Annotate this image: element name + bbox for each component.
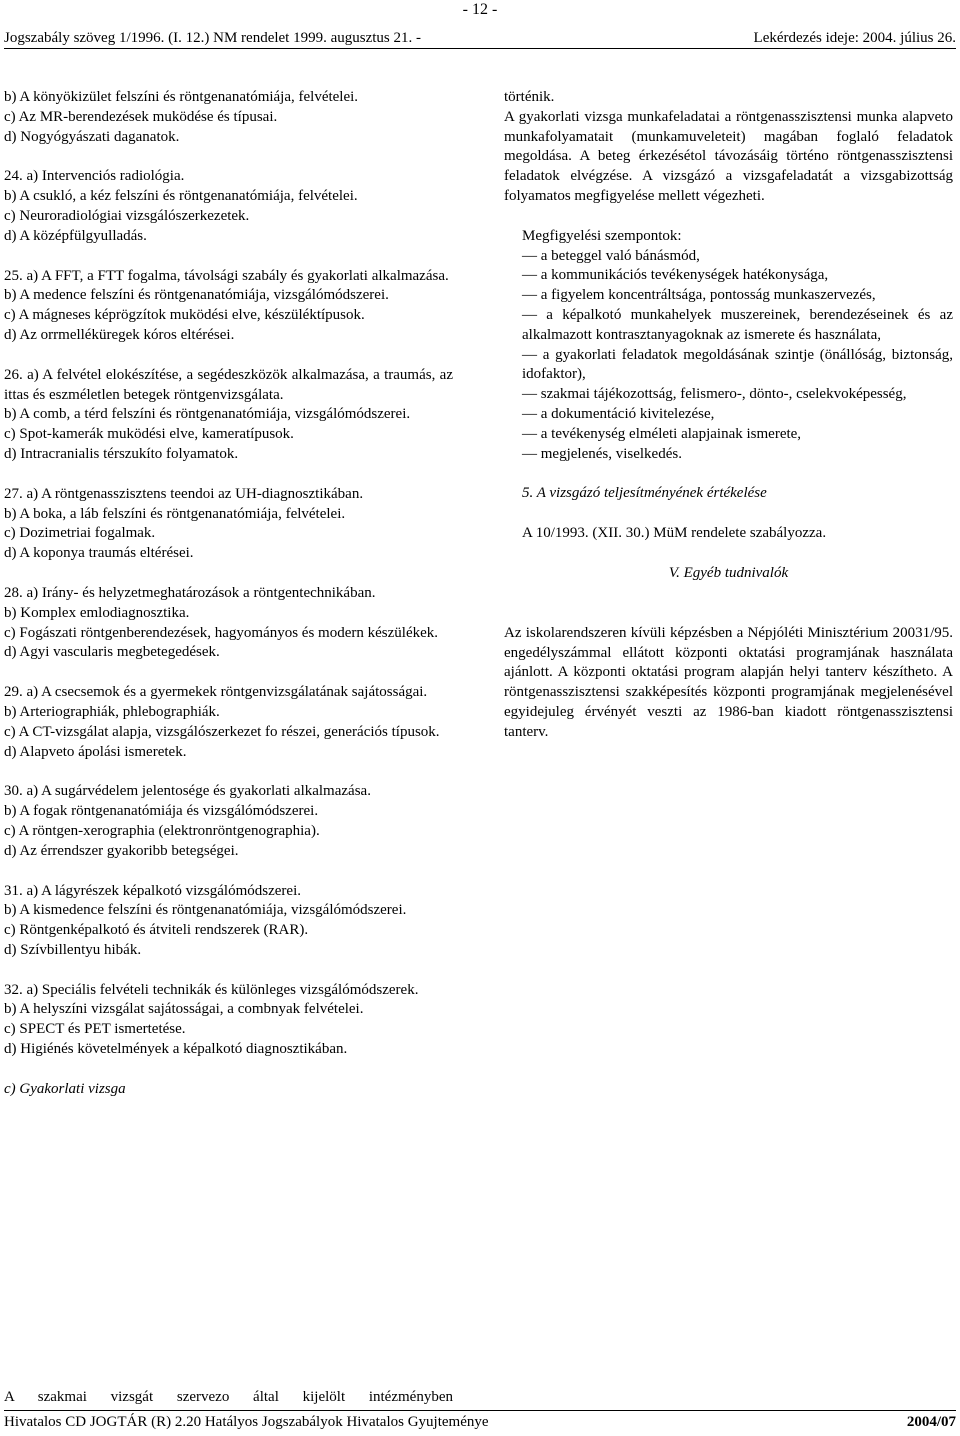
exam-topic-line: c) Röntgenképalkotó és átviteli rendszerek (RAR). <box>4 922 309 939</box>
list-item: — a dokumentáció kivitelezése, <box>522 405 715 422</box>
paragraph-gap <box>4 465 453 485</box>
list-item: — szakmai tájékozottság, felismero-, dönto-, cselekvoképesség, <box>522 386 907 403</box>
paragraph-gap <box>4 147 453 167</box>
exam-topic-line: 31. a) A lágyrészek képalkotó vizsgálómódszerei. <box>4 882 301 899</box>
left-column-continuation: A szakmai vizsgát szervezo által kijelölt intézményben <box>4 1389 453 1405</box>
paragraph-gap <box>504 604 953 624</box>
footer-left-text: Hivatalos CD JOGTÁR (R) 2.20 Hatályos Jogszabályok Hivatalos Gyujteménye <box>4 1414 489 1430</box>
exam-topic-paragraph: b) A kismedence felszíni és röntgenanatómiája, vizsgálómódszerei. <box>4 902 407 919</box>
exam-topic-paragraph: b) A medence felszíni és röntgenanatómiája, vizsgálómódszerei. <box>4 287 389 304</box>
exam-topic-line: d) Szívbillentyu hibák. <box>4 941 142 958</box>
exam-topic-line: d) A középfülgyulladás. <box>4 227 147 244</box>
page-number: - 12 - <box>462 1 498 18</box>
exam-topic-line: d) Az orrmelléküregek kóros eltérései. <box>4 326 235 343</box>
exam-topic-line: c) Neuroradiológiai vizsgálószerkezetek. <box>4 207 250 224</box>
exam-topic-line: b) A csukló, a kéz felszíni és röntgenanatómiája, felvételei. <box>4 188 358 205</box>
exam-topic-line: d) Alapveto ápolási ismeretek. <box>4 743 187 760</box>
paragraph-gap <box>4 762 453 782</box>
exam-topic-paragraph: c) A mágneses képrögzítok muködési elve, készüléktípusok. <box>4 307 365 324</box>
exam-topic-line: b) A könyökizület felszíni és röntgenanatómiája, felvételei. <box>4 89 359 105</box>
exam-topic-paragraph: c) Fogászati röntgenberendezések, hagyományos és modern készülékek. <box>4 624 439 641</box>
exam-topic-paragraph: b) A helyszíni vizsgálat sajátosságai, a combnyak felvételei. <box>4 1001 364 1018</box>
list-item: — a kommunikációs tevékenységek hatékonysága, <box>522 267 829 284</box>
exam-topic-line: c) A röntgen-xerographia (elektronröntgenographia). <box>4 822 320 839</box>
exam-topic-line: b) A boka, a láb felszíni és röntgenanatómiája, felvételei. <box>4 505 346 522</box>
paragraph-gap <box>504 544 953 564</box>
exam-topic-line: 24. a) Intervenciós radiológia. <box>4 168 185 185</box>
left-column <box>4 88 453 1100</box>
exam-topic-line: d) Az érrendszer gyakoribb betegségei. <box>4 842 239 859</box>
list-item: — megjelenés, viselkedés. <box>522 445 682 462</box>
list-item: — a figyelem koncentráltsága, pontosság munkaszervezés, <box>522 287 876 304</box>
list-item: — a képalkotó munkahelyek muszereinek, berendezéseinek és az alkalmazott kontrasztanyagoknak az ismerete és használata, <box>522 306 953 343</box>
paragraph-gap <box>4 862 453 882</box>
exam-topic-paragraph: 29. a) A csecsemok és a gyermekek röntgenvizsgálatának sajátosságai. <box>4 684 428 701</box>
section-heading: V. Egyéb tudnivalók <box>668 564 789 581</box>
exam-topic-paragraph: 27. a) A röntgenasszisztens teendoi az UH-diagnosztikában. <box>4 485 364 502</box>
exam-topic-line: d) Agyi vascularis megbetegedések. <box>4 644 220 661</box>
exam-topic-paragraph: Az iskolarendszeren kívüli képzésben a Népjóléti Minisztérium 20031/95. engedélyszámmal ellátott központi oktatási programjának használata ajánlott. A központi oktatási program alapján helyi tanterv készítheto. A röntgenasszisztensi szakképesítés központi programjának megjelenésével egyidejuleg érvényét veszti az 1986-ban kiadott röntgenasszisztensi tanterv. <box>504 624 953 740</box>
page-header <box>4 26 956 49</box>
paragraph-gap <box>504 464 953 484</box>
exam-topic-paragraph: 26. a) A felvétel elokészítése, a segédeszközök alkalmazása, a traumás, az ittas és eszméletlen betegek röntgenvizsgálata. <box>4 366 453 403</box>
paragraph-gap <box>4 1060 453 1080</box>
exam-topic-paragraph: 32. a) Speciális felvételi technikák és különleges vizsgálómódszerek. <box>4 981 419 998</box>
exam-topic-line: d) Intracranialis térszukíto folyamatok. <box>4 445 239 462</box>
right-column <box>504 88 953 743</box>
paragraph-gap <box>504 584 953 604</box>
exam-topic-line: c) Dozimetriai fogalmak. <box>4 525 156 542</box>
paragraph-gap <box>4 564 453 584</box>
exam-topic-paragraph: A gyakorlati vizsga munkafeladatai a röntgenasszisztensi munka alapveto munkafolyamatait (munkamuveleteit) magában foglaló feladatok megoldása. A beteg érkezésétol távozásáig történo röntgenasszisztensi feladatok elvégzése. A vizsgázó a vizsgafeladatát a vizsgabizottság folyamatos megfigyelése mellett végezheti. <box>504 108 953 204</box>
paragraph-gap <box>4 247 453 267</box>
paragraph-gap <box>504 504 953 524</box>
list-item: A 10/1993. (XII. 30.) MüM rendelete szabályozza. <box>522 525 827 542</box>
exam-topic-paragraph: 28. a) Irány- és helyzetmeghatározások a röntgentechnikában. <box>4 584 376 601</box>
exam-topic-line: b) A fogak röntgenanatómiája és vizsgálómódszerei. <box>4 803 319 820</box>
exam-topic-line: c) Az MR-berendezések muködése és típusai. <box>4 108 278 125</box>
exam-topic-paragraph: b) A comb, a térd felszíni és röntgenanatómiája, vizsgálómódszerei. <box>4 406 411 423</box>
list-item: Megfigyelési szempontok: <box>522 227 682 244</box>
exam-topic-line: c) Spot-kamerák muködési elve, kameratípusok. <box>4 426 294 443</box>
paragraph-gap <box>4 663 453 683</box>
paragraph-gap <box>4 961 453 981</box>
list-item: — a gyakorlati feladatok megoldásának szintje (önállóság, biztonság, idofaktor), <box>522 346 953 383</box>
exam-topic-line: b) Komplex emlodiagnosztika. <box>4 604 190 621</box>
section-heading: c) Gyakorlati vizsga <box>4 1080 126 1097</box>
exam-topic-line: történik. <box>504 89 555 105</box>
page-footer <box>4 1410 956 1430</box>
exam-topic-paragraph: 30. a) A sugárvédelem jelentosége és gyakorlati alkalmazása. <box>4 783 371 800</box>
paragraph-gap <box>4 346 453 366</box>
exam-topic-line: c) SPECT és PET ismertetése. <box>4 1021 186 1038</box>
list-item: — a tevékenység elméleti alapjainak ismerete, <box>522 425 802 442</box>
paragraph-gap <box>504 207 953 227</box>
list-item: — a beteggel való bánásmód, <box>522 247 700 264</box>
section-heading: 5. A vizsgázó teljesítményének értékelése <box>522 485 767 502</box>
exam-topic-line: d) Higiénés követelmények a képalkotó diagnosztikában. <box>4 1041 348 1058</box>
header-right-text: Lekérdezés ideje: 2004. július 26. <box>753 30 956 46</box>
exam-topic-line: d) A koponya traumás eltérései. <box>4 545 194 562</box>
header-left-text: Jogszabály szöveg 1/1996. (I. 12.) NM rendelet 1999. augusztus 21. - <box>4 30 421 46</box>
exam-topic-paragraph: c) A CT-vizsgálat alapja, vizsgálószerkezet fo részei, generációs típusok. <box>4 723 440 740</box>
footer-right-text: 2004/07 <box>906 1414 956 1430</box>
exam-topic-line: b) Arteriographiák, phlebographiák. <box>4 703 220 720</box>
exam-topic-line: d) Nogyógyászati daganatok. <box>4 128 180 145</box>
exam-topic-paragraph: 25. a) A FFT, a FTT fogalma, távolsági szabály és gyakorlati alkalmazása. <box>4 267 449 284</box>
